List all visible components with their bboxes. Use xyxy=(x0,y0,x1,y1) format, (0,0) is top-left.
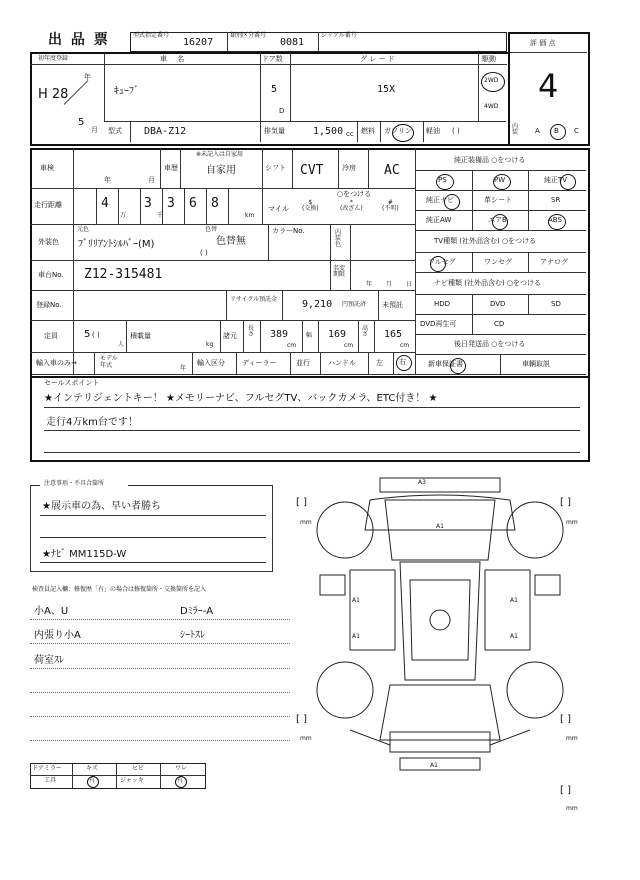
capacity: 5 xyxy=(84,329,91,340)
repaint-status: 色替無 xyxy=(216,236,246,247)
first-reg-era: H 28 xyxy=(38,87,69,102)
first-reg-month: 5 xyxy=(78,117,85,128)
inspector-row-2b: ｼｰﾄｽﾚ xyxy=(180,630,205,641)
damage-a1-right-rear: A1 xyxy=(510,633,518,640)
new-warranty: 新車保証書 xyxy=(428,360,463,368)
inspector-row-3a: 荷室ｽﾚ xyxy=(34,655,64,666)
sales-point-2: 走行4万km台です！ xyxy=(46,417,138,428)
car-damage-diagram xyxy=(290,470,590,790)
equip-pw: PW xyxy=(494,176,506,184)
first-reg-label: 初年度登録 xyxy=(38,55,69,62)
damage-a3: A3 xyxy=(418,479,426,486)
equip-nav: 純正ナビ xyxy=(426,196,454,204)
class-no-label: 類別区分番号 xyxy=(230,32,267,39)
equip-aw: 純正AW xyxy=(426,216,452,224)
tv-fullseg: フルセグ xyxy=(428,258,456,266)
note-line-1: ★展示車の為、早い者勝ち xyxy=(42,501,161,512)
height: 165 xyxy=(384,329,403,340)
drive-2wd: 2WD xyxy=(484,77,499,84)
model-code: DBA-Z12 xyxy=(144,126,187,137)
damage-a1-right-front: A1 xyxy=(510,597,518,604)
note-line-2: ★ﾅﾋﾞ MM115D-W xyxy=(42,549,127,560)
inspector-row-2a: 内張り小A xyxy=(34,630,81,641)
handle-right: 右 xyxy=(399,358,406,366)
jack-present: 有 xyxy=(177,777,184,784)
drive-4wd: 4WD xyxy=(484,103,499,110)
equip-airbag: エアB xyxy=(488,216,507,224)
original-color: ﾌﾞﾘﾘｱﾝﾄｼﾙﾊﾞｰ(M) xyxy=(78,239,155,250)
recycle-fee: 9,210 xyxy=(302,299,333,310)
inspector-row-1a: 小A、U xyxy=(34,606,69,617)
type-no-label: 型式指定番号 xyxy=(133,32,170,39)
vehicle-history: 自家用 xyxy=(206,165,236,176)
equip-sr: SR xyxy=(551,196,561,204)
door-count: 5 xyxy=(271,84,278,95)
air-conditioning: AC xyxy=(384,163,400,178)
odometer-digit: 6 xyxy=(189,196,197,211)
tv-analog: アナログ xyxy=(540,258,568,266)
rating-label: 評 価 点 xyxy=(530,39,556,47)
serial-label: シリアル番号 xyxy=(321,32,357,39)
damage-a1-left-rear: A1 xyxy=(352,633,360,640)
car-name: ｷｭｰﾌﾞ xyxy=(114,86,139,97)
interior-grade: B xyxy=(554,127,559,135)
shift: CVT xyxy=(300,163,324,178)
odometer-digit: 4 xyxy=(101,196,109,211)
grade: 15X xyxy=(377,84,396,95)
equip-tv: 純正TV xyxy=(544,176,568,184)
rating-score: 4 xyxy=(538,67,559,105)
odometer-digit: 3 xyxy=(144,196,152,211)
fuel-gasoline: ガソリン xyxy=(384,127,412,135)
damage-a1-hood: A1 xyxy=(436,523,444,530)
tv-oneseg: ワンセグ xyxy=(484,258,512,266)
equip-abs: ABS xyxy=(548,216,562,224)
type-no: 16207 xyxy=(183,37,214,48)
chassis-number: Z12-315481 xyxy=(84,267,163,282)
sales-point-1: ★インテリジェントキー！ ★メモリーナビ、フルセグTV、バックカメラ、ETC付き！ ★ xyxy=(44,393,438,404)
equip-ps: PS xyxy=(438,176,447,184)
vehicle-manual: 車輌取説 xyxy=(522,360,550,368)
equip-leather: 革シート xyxy=(484,196,512,204)
odometer-digit: 3 xyxy=(167,196,175,211)
width: 169 xyxy=(328,329,347,340)
odometer-digit: 8 xyxy=(211,196,219,211)
displacement: 1,500 xyxy=(313,126,344,137)
inspector-row-1b: Dﾐﾗｰ-A xyxy=(180,606,214,617)
form-title: 出 品 票 xyxy=(48,32,110,48)
class-no: 0081 xyxy=(280,37,305,48)
tool-present: 有 xyxy=(89,777,96,784)
length: 389 xyxy=(270,329,289,340)
damage-a1-rear: A1 xyxy=(430,762,438,769)
damage-a1-left-front: A1 xyxy=(352,597,360,604)
